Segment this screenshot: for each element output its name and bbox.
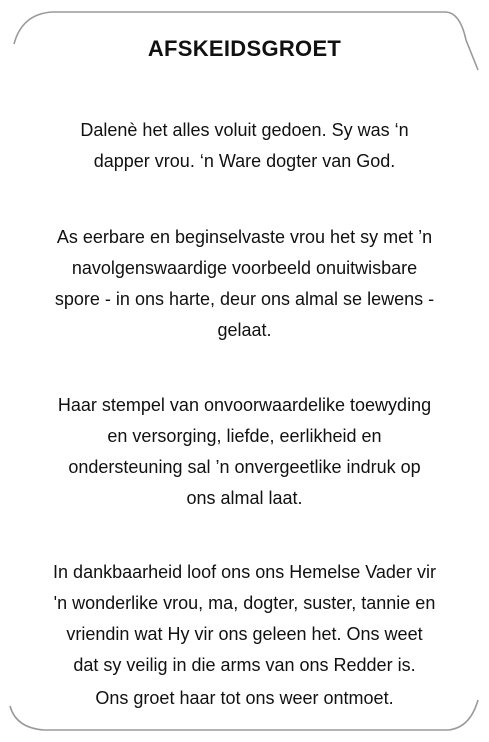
paragraph-1 [6, 115, 483, 177]
paragraph-line: gelaat. [217, 320, 272, 340]
paragraph-line: vriendin wat Hy vir ons geleen het. Ons weet [66, 624, 423, 644]
paragraph-line: ons almal laat. [186, 488, 303, 508]
paragraph-line: dapper vrou. ‘n Ware dogter van God. [93, 151, 396, 171]
paragraph-2 [6, 222, 483, 346]
paragraph-line: spore - in ons harte, deur ons almal se lewens - [54, 289, 435, 309]
paragraph-line: As eerbare en beginselvaste vrou het sy met ’n [56, 227, 433, 247]
paragraph-line: In dankbaarheid loof ons ons Hemelse Vader vir [53, 562, 436, 582]
paragraph-line: dat sy veilig in die arms van ons Redder is. [73, 655, 416, 675]
paragraph-line: navolgenswaardige voorbeeld onuitwisbare [71, 258, 418, 278]
paragraph-line: en versorging, liefde, eerlikheid en [107, 426, 382, 446]
paragraph-line: 'n wonderlike vrou, ma, dogter, suster, tannie en [53, 593, 436, 613]
card-title: AFSKEIDSGROET [147, 36, 342, 61]
paragraph-line: Haar stempel van onvoorwaardelike toewyding [57, 395, 432, 415]
paragraph-3 [6, 390, 483, 514]
closing-line: Ons groet haar tot ons weer ontmoet. [95, 688, 394, 708]
paragraph-4 [6, 557, 483, 681]
paragraph-line: ondersteuning sal ’n onvergeetlike indruk op [68, 457, 421, 477]
paragraph-line: Dalenè het alles voluit gedoen. Sy was ‘n [80, 120, 409, 140]
